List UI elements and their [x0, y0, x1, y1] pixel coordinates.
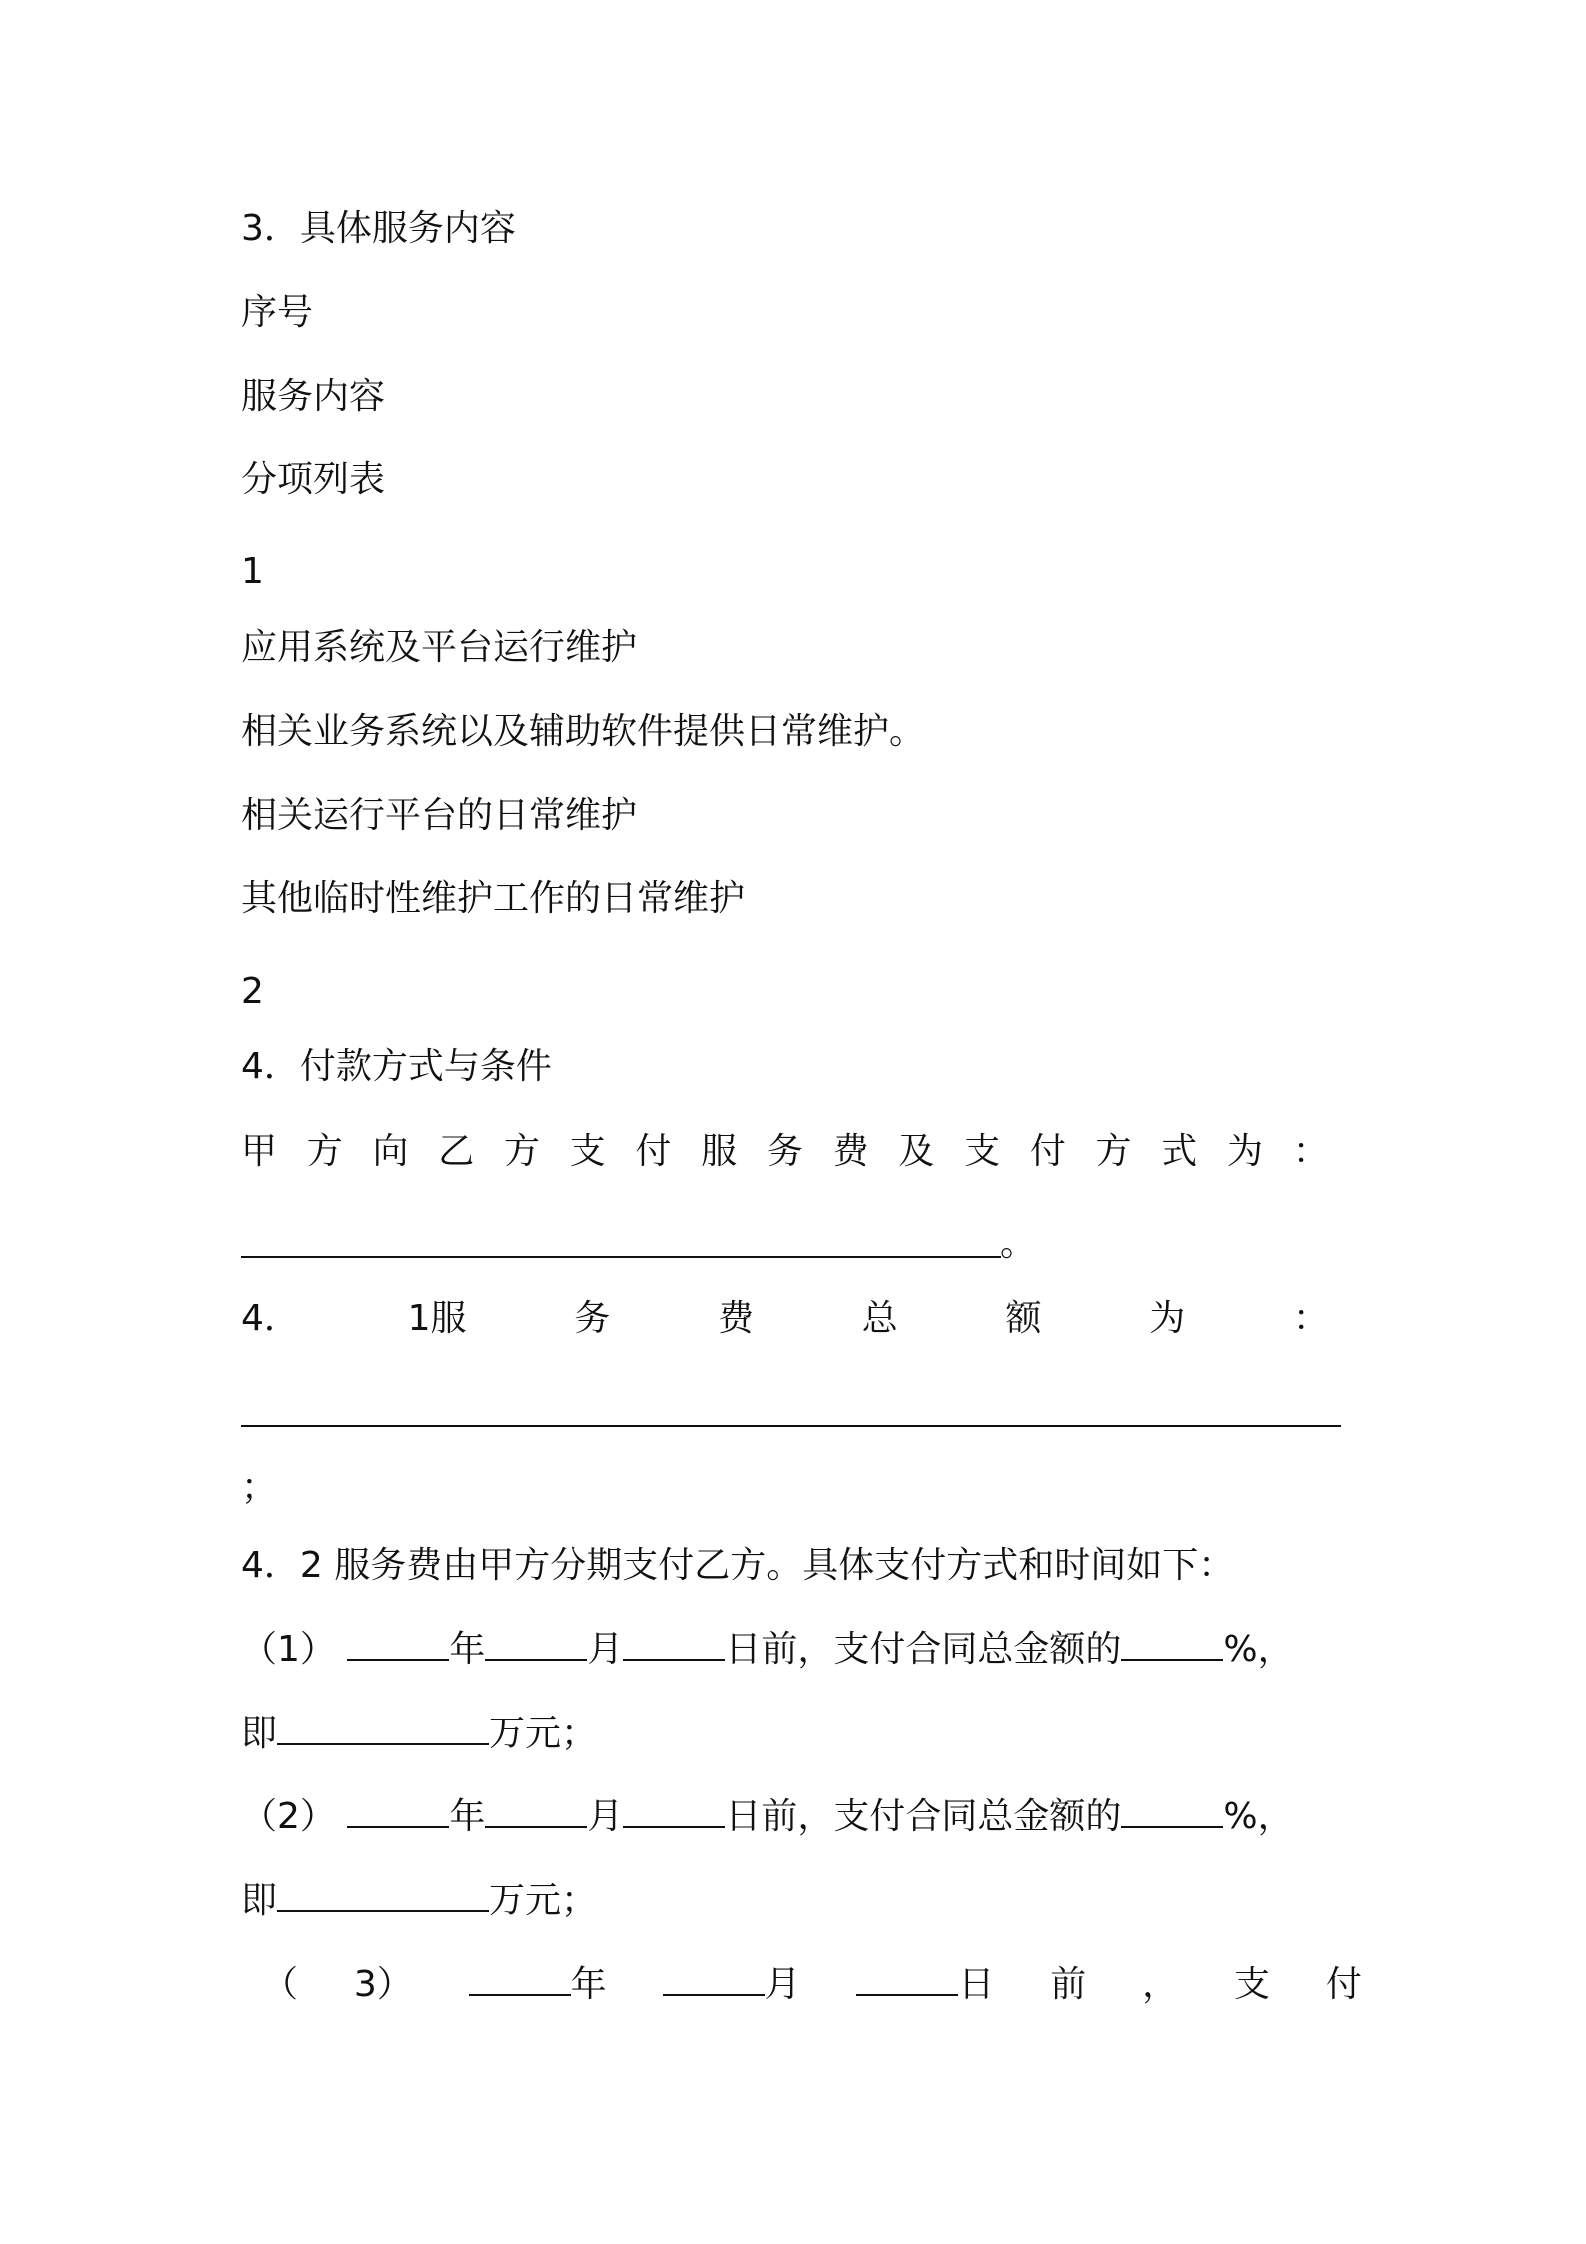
row-1-item-1: 相关业务系统以及辅助软件提供日常维护。: [241, 711, 926, 752]
percent-text: %，: [1223, 1629, 1294, 1670]
year-blank: [469, 1964, 571, 1996]
semicolon-mark: ；: [241, 1467, 278, 1508]
token: 额: [1005, 1298, 1042, 1339]
token: 日: [958, 1964, 995, 2005]
day-group: [856, 1963, 994, 2007]
month-blank: [663, 1964, 765, 1996]
char: 向: [372, 1131, 409, 1172]
row-1-item-3: 其他临时性维护工作的日常维护: [241, 878, 746, 919]
token: 为: [1149, 1298, 1186, 1339]
char: 甲: [241, 1131, 278, 1172]
char: 服: [701, 1131, 738, 1172]
section-4-heading: 4．付款方式与条件: [241, 1046, 552, 1087]
char: ：: [1292, 1131, 1329, 1172]
day-blank: [623, 1629, 725, 1661]
column-header-list: 分项列表: [241, 459, 386, 500]
installment-1-line: [241, 1628, 1351, 1672]
column-header-content: 服务内容: [241, 376, 386, 417]
day-text: 日前，支付合同总金额的: [725, 1796, 1122, 1837]
total-fee-blank: [241, 1425, 1341, 1427]
char: 式: [1161, 1131, 1198, 1172]
total-fee-line: [241, 1297, 1329, 1341]
installment-3-line: [262, 1963, 1362, 2007]
char: 付: [635, 1131, 672, 1172]
wan-text: 万元；: [489, 1880, 598, 1921]
char: 务: [766, 1131, 803, 1172]
payment-method-blank: [241, 1256, 1001, 1258]
char: 为: [1227, 1131, 1264, 1172]
row-1-title: 应用系统及平台运行维护: [241, 627, 638, 668]
month-group: [663, 1963, 801, 2007]
installment-1-amount: [241, 1712, 1351, 1756]
token: 支: [1234, 1964, 1271, 2005]
percent-blank: [1121, 1796, 1223, 1828]
token: 月: [764, 1964, 801, 2005]
percent-text: %，: [1223, 1796, 1294, 1837]
char: 支: [569, 1131, 606, 1172]
amount-blank: [277, 1713, 489, 1745]
token: 4．: [241, 1298, 300, 1339]
char: 费: [832, 1131, 869, 1172]
token: ：: [1292, 1298, 1329, 1339]
row-1-number: 1: [241, 551, 264, 592]
wan-text: 万元；: [489, 1713, 598, 1754]
installment-1-label: （1）: [241, 1629, 336, 1670]
token: ，: [1142, 1964, 1179, 2005]
token: 务: [574, 1298, 611, 1339]
section-3-heading: 3．具体服务内容: [241, 208, 516, 249]
day-blank: [856, 1964, 958, 1996]
token: 年: [570, 1964, 607, 2005]
day-text: 日前，支付合同总金额的: [725, 1629, 1122, 1670]
char: 付: [1029, 1131, 1066, 1172]
column-header-no: 序号: [241, 292, 314, 333]
char: 乙: [438, 1131, 475, 1172]
token: 付: [1325, 1964, 1362, 2005]
char: 方: [306, 1131, 343, 1172]
year-text: 年: [449, 1629, 486, 1670]
token: 前: [1050, 1964, 1087, 2005]
month-blank: [485, 1796, 587, 1828]
char: 方: [503, 1131, 540, 1172]
token: 总: [861, 1298, 898, 1339]
year-group: [469, 1963, 607, 2007]
ji-text: 即: [241, 1880, 278, 1921]
year-blank: [347, 1796, 449, 1828]
month-blank: [485, 1629, 587, 1661]
char: 支: [964, 1131, 1001, 1172]
percent-blank: [1121, 1629, 1223, 1661]
token: 1服: [407, 1298, 467, 1339]
token: （: [262, 1964, 299, 2005]
payment-method-line: [241, 1130, 1329, 1174]
installment-2-line: [241, 1795, 1351, 1839]
token: 费: [717, 1298, 754, 1339]
month-text: 月: [587, 1796, 624, 1837]
char: 方: [1095, 1131, 1132, 1172]
installment-2-label: （2）: [241, 1796, 336, 1837]
token: 3）: [353, 1964, 413, 2005]
month-text: 月: [587, 1629, 624, 1670]
year-text: 年: [449, 1796, 486, 1837]
year-blank: [347, 1629, 449, 1661]
day-blank: [623, 1796, 725, 1828]
amount-blank: [277, 1880, 489, 1912]
installment-2-amount: [241, 1879, 1351, 1923]
row-1-item-2: 相关运行平台的日常维护: [241, 795, 638, 836]
char: 及: [898, 1131, 935, 1172]
row-2-number: 2: [241, 971, 264, 1012]
period-mark: 。: [1000, 1223, 1037, 1264]
installment-intro: 4．2 服务费由甲方分期支付乙方。具体支付方式和时间如下：: [241, 1545, 1235, 1586]
ji-text: 即: [241, 1713, 278, 1754]
